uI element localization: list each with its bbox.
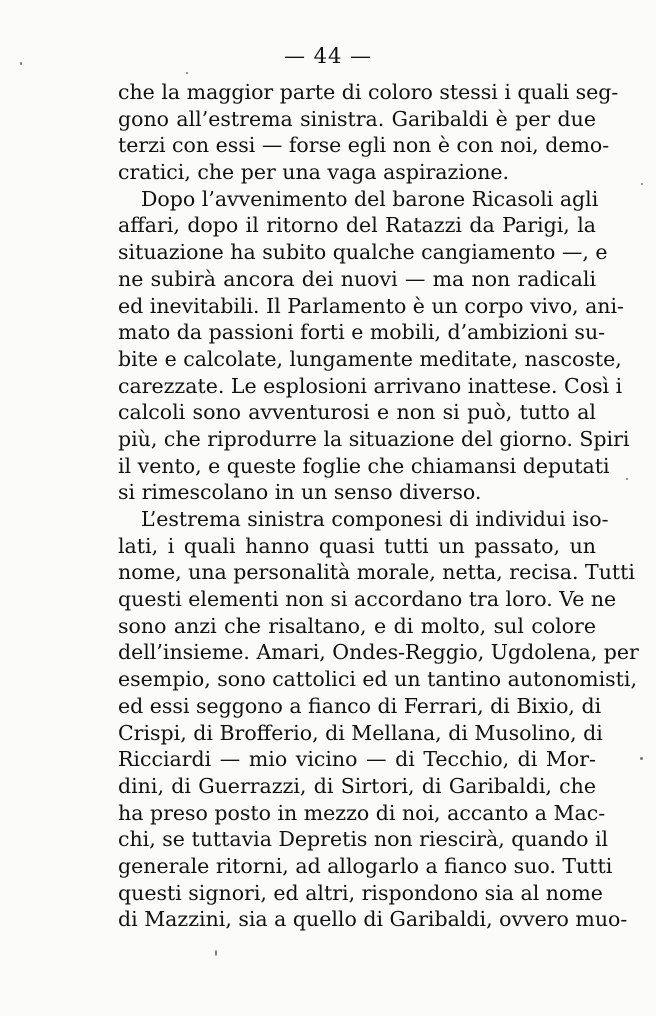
text-line: più, che riprodurre la situazione del giorno. Spiri [118,426,630,451]
text-line: bite e calcolate, lungamente meditate, nascoste, [118,346,622,371]
text-line: che la maggior parte di coloro stessi i quali seg- [118,80,619,104]
text-line: Crispi, di Brofferio, di Mellana, di Musolino, di [118,720,603,745]
text-line: situazione ha subito qualche cangiamento —, e [118,240,608,265]
text-line: ed essi seggono a fianco di Ferrari, di Bixio, di [118,693,602,718]
text-line: il vento, e queste foglie che chiamansi deputati [118,453,610,478]
text-line: mato da passioni forti e mobili, d’ambizioni su- [118,320,606,345]
text-line: lati, i quali hanno quasi tutti un passato, un [118,533,596,558]
paragraph-first-line: L’estrema sinistra componesi di individui iso- [141,507,609,531]
text-line: generale ritorni, ad allogarlo a fianco suo. Tutti [118,853,613,878]
paper-speck [215,950,217,956]
text-line: di Mazzini, sia a quello di Garibaldi, ovvero muo- [118,907,628,932]
page-number: — 44 — [283,44,373,68]
text-line: nome, una personalità morale, netta, recisa. Tutti [118,560,635,585]
text-line: dell’insieme. Amari, Ondes-Reggio, Ugdolena, per [118,640,639,665]
text-line: gono all’estrema sinistra. Garibaldi è per due [118,106,596,131]
text-line: affari, dopo il ritorno del Ratazzi da Parigi, la [118,213,596,238]
text-line: questi signori, ed altri, rispondono sia al nome [118,880,603,905]
text-line: dini, di Guerrazzi, di Sirtori, di Garibaldi, che [118,773,596,798]
text-line: terzi con essi — forse egli non è con noi, demo- [118,133,610,158]
text-line: ne subirà ancora dei nuovi — ma non radicali [118,266,596,291]
paper-speck [640,757,643,760]
paragraph-first-line: Dopo l’avvenimento del barone Ricasoli agli [141,186,599,211]
paper-speck [186,72,188,74]
text-line: esempio, sono cattolici ed un tantino autonomisti, [118,667,637,692]
paper-speck [20,62,22,65]
text-line: carezzate. Le esplosioni arrivano inattese. Così i [118,373,623,398]
paper-speck [626,478,628,480]
paper-speck [641,183,643,185]
text-line: cratici, che per una vaga aspirazione. [118,160,510,185]
text-line: sono anzi che risaltano, e di molto, sul colore [118,613,596,638]
text-line: Ricciardi — mio vicino — di Tecchio, di Mor- [118,747,596,772]
text-line: calcoli sono avventurosi e non si può, tutto al [118,400,596,425]
text-line: ha preso posto in mezzo di noi, accanto a Mac- [118,800,606,825]
text-line: questi elementi non si accordano tra loro. Ve ne [118,587,617,612]
text-line: chi, se tuttavia Depretis non riescirà, quando il [118,827,609,852]
body-text [118,79,639,933]
text-line: ed inevitabili. Il Parlamento è un corpo vivo, ani- [118,293,624,318]
text-line: si rimescolano in un senso diverso. [118,480,482,505]
